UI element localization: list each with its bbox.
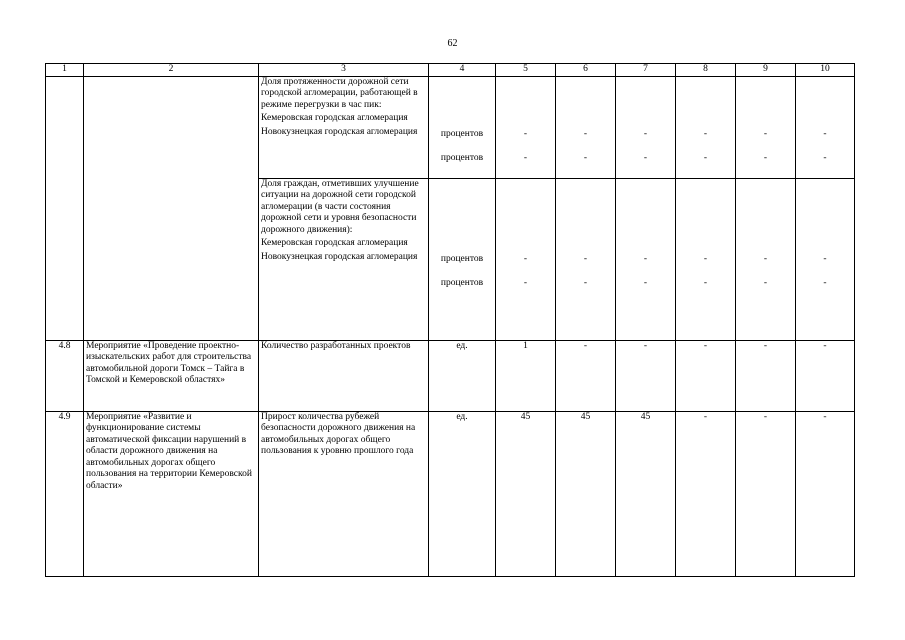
value-cell [736,178,796,340]
indicator-cell [259,76,429,178]
value: - [523,153,528,163]
value-cell: 1 [496,340,556,411]
value-cell: 45 [616,411,676,576]
header-cell: 4 [429,64,496,77]
value: - [763,253,768,264]
value: - [823,278,827,288]
header-cell: 7 [616,64,676,77]
number-cell: 4.8 [46,340,84,411]
unit-value: процентов [440,153,484,163]
indicator-cell: Количество разработанных проектов [259,340,429,411]
indicator-item: Кемеровская городская агломерация [261,113,408,123]
unit-cell [429,178,496,340]
value-cell: - [676,340,736,411]
value-cell [796,178,855,340]
value-cell [676,178,736,340]
indicator-item: Кемеровская городская агломерация [261,238,408,248]
header-cell: 2 [84,64,259,77]
unit-value: процентов [440,128,484,139]
number-cell: 4.9 [46,411,84,576]
value: - [643,253,648,264]
value-cell [496,178,556,340]
value-cell: - [556,340,616,411]
value: - [583,153,588,163]
value-cell: - [616,340,676,411]
value-cell [736,76,796,178]
header-cell: 10 [796,64,855,77]
unit-cell [429,76,496,178]
value-cell: - [796,411,855,576]
value: - [523,278,528,288]
value: - [823,153,827,163]
value-cell: - [796,340,855,411]
value: - [763,278,768,288]
value: - [703,253,708,264]
value-cell [616,178,676,340]
value: - [583,278,588,288]
indicator-cell [259,178,429,340]
table-row [46,340,855,411]
number-cell [46,76,84,340]
value: - [703,153,708,163]
value: - [823,253,827,264]
value: - [763,128,768,139]
page-number: 62 [447,38,458,49]
value-cell [616,76,676,178]
value: - [823,128,827,139]
value-cell: 45 [496,411,556,576]
unit-value: процентов [440,278,484,288]
indicator-item: Новокузнецкая городская агломерация [261,251,418,262]
value: - [763,153,768,163]
value-cell: 45 [556,411,616,576]
value-cell: - [736,340,796,411]
value-cell [676,76,736,178]
value: - [703,128,708,139]
value: - [643,128,648,139]
event-cell [84,76,259,340]
unit-value: процентов [440,253,484,264]
value-cell [556,178,616,340]
value: - [703,278,708,288]
unit-cell: ед. [429,340,496,411]
value: - [583,128,588,139]
table-row [46,411,855,576]
value: - [523,253,528,264]
header-cell: 3 [259,64,429,77]
header-cell: 1 [46,64,84,77]
indicator-title: Доля граждан, отметивших улучшение ситуации на дорожной сети городской агломерации (в части состояния дорожной сети и уровня безопасности дорожного движения): [261,178,419,235]
indicator-cell: Прирост количества рубежей безопасности дорожного движения на автомобильных дорогах общего пользования к уровню прошлого года [259,411,429,576]
value-cell [556,76,616,178]
header-cell: 8 [676,64,736,77]
unit-cell: ед. [429,411,496,576]
header-cell: 6 [556,64,616,77]
indicators-table [45,63,855,577]
indicator-title: Доля протяженности дорожной сети городской агломерации, работающей в режиме перегрузки в час пик: [261,76,418,110]
table-row [46,76,855,178]
value: - [643,278,648,288]
header-row [46,64,855,77]
header-cell: 5 [496,64,556,77]
value-cell: - [676,411,736,576]
indicator-item: Новокузнецкая городская агломерация [261,126,418,137]
event-cell: Мероприятие «Проведение проектно-изыскательских работ для строительства автомобильной дороги Томск – Тайга в Томской и Кемеровской областях» [84,340,259,411]
value-cell: - [736,411,796,576]
value-cell [796,76,855,178]
value-cell [496,76,556,178]
value: - [643,153,648,163]
value: - [523,128,528,139]
event-cell: Мероприятие «Развитие и функционирование системы автоматической фиксации нарушений в области дорожного движения на автомобильных дорогах общего пользования на территории Кемеровской области» [84,411,259,576]
header-cell: 9 [736,64,796,77]
value: - [583,253,588,264]
